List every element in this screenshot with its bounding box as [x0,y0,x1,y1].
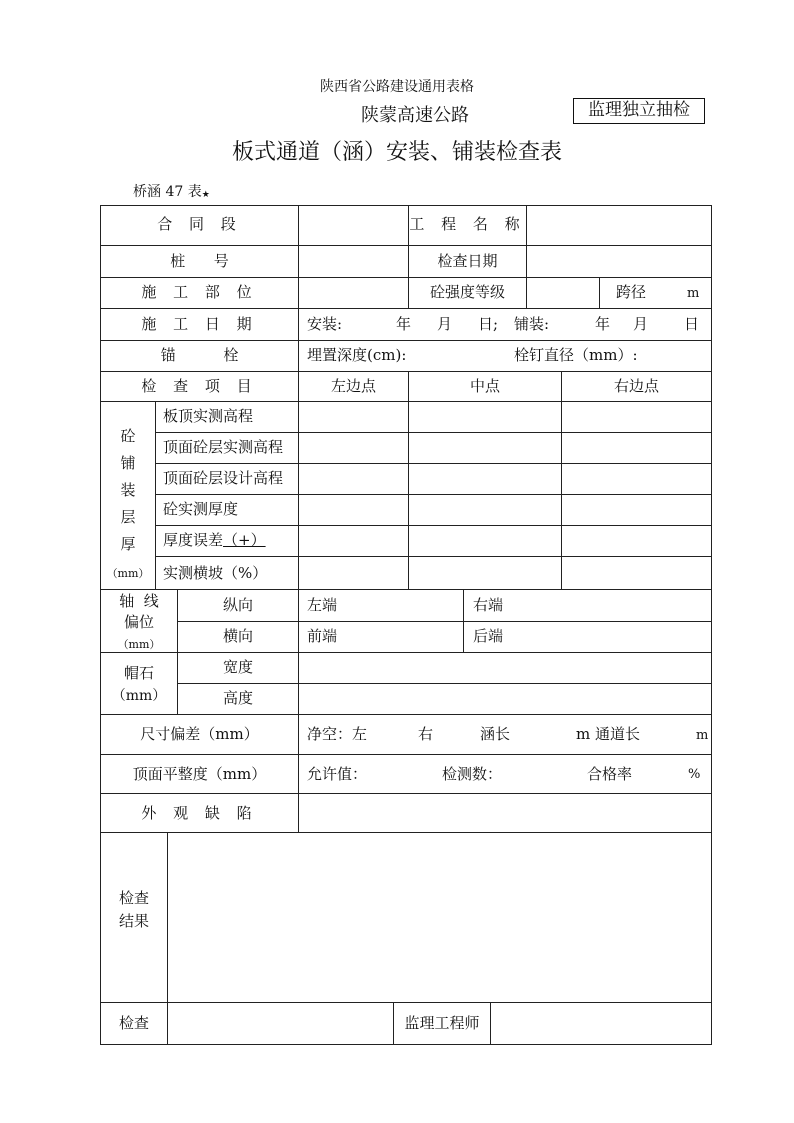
flatness-label: 顶面平整度（mm） [132,765,267,783]
pave-label: 铺装: [514,315,550,333]
paving-value-cell[interactable] [561,401,712,433]
paving-value-cell[interactable] [408,494,562,526]
paving-value-cell[interactable] [408,525,562,557]
project-name-label: 工 程 名 称 [409,215,526,233]
install-month: 月 [437,315,453,333]
check-count-label: 检测数： [442,765,503,783]
province-form-label: 陕西省公路建设通用表格 [320,79,474,95]
star-mark: ★ [201,190,210,200]
check-items-label: 检 查 项 目 [141,377,258,395]
allow-value-label: 允许值： [307,765,368,783]
defects-label: 外 观 缺 陷 [141,804,258,822]
construction-date-label: 施 工 日 期 [141,315,258,333]
clear-right-label: 右 [418,725,434,743]
inspection-date-label: 检查日期 [437,252,498,270]
pass-rate-label: 合格率 [587,765,633,783]
defects-value[interactable] [298,793,712,833]
concrete-grade-value[interactable] [526,277,600,309]
cap-height-value[interactable] [298,683,712,715]
construction-date-value[interactable] [298,308,712,341]
footer-check-label: 检查 [118,1014,149,1032]
passage-length-unit: m [696,728,709,743]
cap-group-cell [100,652,178,715]
paving-group-unit: （mm） [106,567,150,580]
bolt-diameter-label: 栓钉直径（mm）: [514,346,638,364]
concrete-grade-label: 砼强度等级 [429,283,505,301]
result-label-line1: 检查 [118,889,149,907]
paving-value-cell[interactable] [298,401,409,433]
anchor-bolt-label: 锚 栓 [160,346,239,364]
page-title: 板式通道（涵）安装、铺装检查表 [231,140,562,165]
cap-width-label: 宽度 [222,658,253,676]
result-label-line2: 结果 [118,912,149,930]
size-deviation-label: 尺寸偏差（mm） [140,725,259,743]
paving-value-cell[interactable] [561,494,712,526]
paving-value-cell[interactable] [408,432,562,464]
project-name-value[interactable] [526,205,712,246]
inspection-date-value[interactable] [526,245,712,278]
paving-value-cell[interactable] [408,463,562,495]
pave-day: 日 [684,315,700,333]
clear-left-label: 净空：左 [307,725,368,743]
install-year: 年 [396,315,412,333]
pass-rate-percent: % [688,767,701,782]
footer-supervisor-signature[interactable] [490,1002,712,1045]
cap-label: 帽石 [123,664,154,682]
axis-back-end-label: 后端 [473,627,504,645]
paving-group-label: 砼 铺 装 层 厚 [120,427,136,553]
paving-value-cell[interactable] [561,432,712,464]
paving-item-label: 顶面砼层实测高程 [163,438,284,456]
result-value[interactable] [167,832,712,1003]
install-label: 安装: [307,315,343,333]
paving-value-cell[interactable] [408,401,562,433]
axis-front-end-label: 前端 [307,627,338,645]
cap-unit: （mm） [111,688,167,704]
passage-length-label: m 通道长 [576,725,640,743]
contract-section-value[interactable] [298,205,409,246]
culvert-length-label: 涵长 [480,725,511,743]
embed-depth-label: 埋置深度(cm): [307,346,407,364]
paving-value-cell[interactable] [561,463,712,495]
pave-month: 月 [633,315,649,333]
axis-longitudinal-label: 纵向 [222,596,253,614]
contract-section-label: 合 同 段 [157,215,242,233]
paving-value-cell[interactable] [298,556,409,590]
paving-value-cell[interactable] [298,525,409,557]
mid-point-header: 中点 [469,377,500,395]
cap-width-value[interactable] [298,652,712,684]
span-unit: m [687,286,700,301]
construction-part-value[interactable] [298,277,409,309]
independent-check-stamp: 监理独立抽检 [573,98,705,124]
paving-item-label: 板顶实测高程 [163,407,254,425]
paving-item-label: 顶面砼层设计高程 [163,469,284,487]
axis-left-end-label: 左端 [307,596,338,614]
project-name: 陕蒙高速公路 [361,105,469,126]
paving-item-label: 砼实测厚度 [163,500,239,518]
paving-value-cell[interactable] [408,556,562,590]
span-label: 跨径 [616,283,647,301]
station-label: 桩 号 [170,252,229,270]
paving-value-cell[interactable] [298,463,409,495]
paving-item-label: 厚度误差（+） [163,531,266,549]
install-day: 日; [478,315,499,333]
axis-transverse-label: 横向 [222,627,253,645]
paving-value-cell[interactable] [561,556,712,590]
axis-unit: （mm） [117,638,161,651]
station-value[interactable] [298,245,409,278]
footer-supervisor-label: 监理工程师 [404,1014,480,1032]
axis-right-end-label: 右端 [473,596,504,614]
paving-value-cell[interactable] [561,525,712,557]
inspection-form-table [100,205,712,1045]
left-point-header: 左边点 [330,377,376,395]
pave-year: 年 [595,315,611,333]
right-point-header: 右边点 [613,377,659,395]
axis-label-1: 轴 线 [119,592,159,610]
paving-value-cell[interactable] [298,494,409,526]
paving-value-cell[interactable] [298,432,409,464]
construction-part-label: 施 工 部 位 [141,283,258,301]
cap-height-label: 高度 [222,689,253,707]
thickness-tolerance: （+） [223,531,266,549]
axis-label-2: 偏位 [123,613,154,631]
paving-item-label: 实测横坡（%） [163,564,268,582]
footer-check-signature[interactable] [167,1002,394,1045]
form-number: 桥涵 47 表★ [133,184,210,200]
